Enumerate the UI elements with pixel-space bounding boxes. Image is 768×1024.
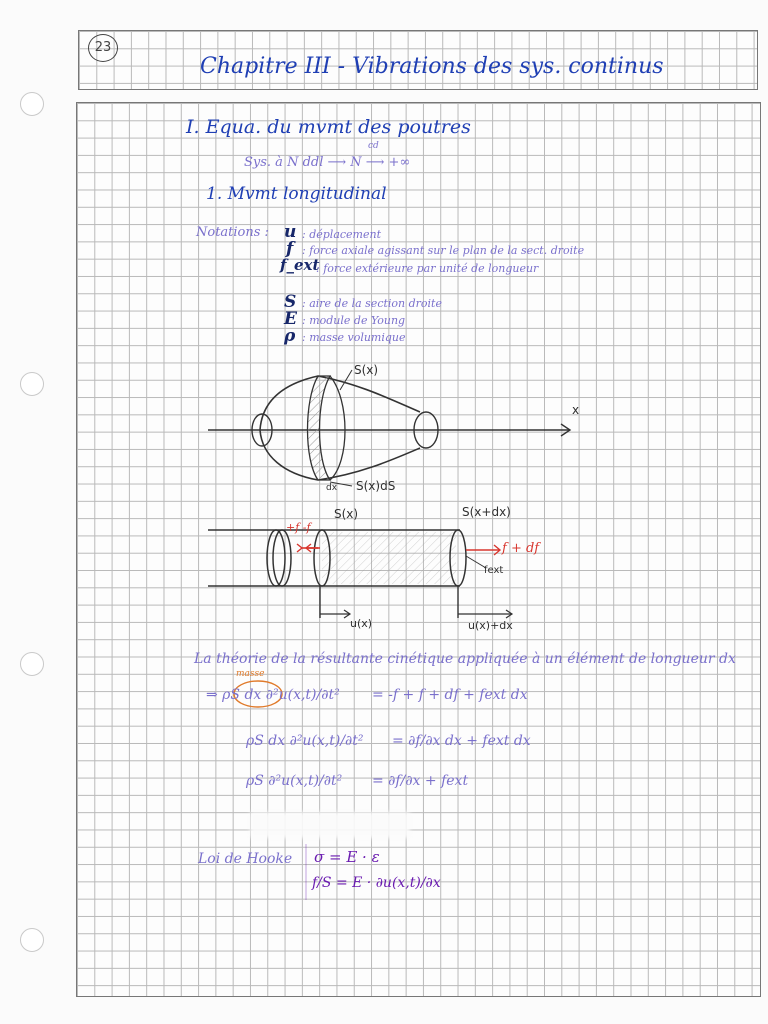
fig1-label-sx: S(x) [354, 363, 379, 377]
notation-text: : aire de la section droite [302, 297, 442, 310]
section-intro: Sys. à N ddl ⟶ N ⟶ +∞ [244, 155, 411, 170]
subsection-heading: 1. Mvmt longitudinal [206, 184, 387, 204]
fig2-uxdx: u(x)+dx [468, 619, 513, 632]
theorem-statement: La théorie de la résultante cinétique appliquée à un élément de longueur dx [194, 651, 736, 667]
equation-rhs: = -f + f + df + fext dx [372, 687, 528, 703]
notation-text: : force extérieure par unité de longueur [316, 262, 539, 275]
element-hatch [322, 532, 456, 584]
notation-text: : déplacement [302, 228, 381, 241]
notation-text: : masse volumique [302, 331, 406, 344]
notation-symbol: f [286, 239, 294, 259]
notation-symbol: f_ext [280, 256, 320, 274]
equation-lhs: ρS ∂²u(x,t)/∂t² [246, 773, 343, 789]
fig2-label-sxdx: S(x+dx) [462, 505, 511, 519]
notation-symbol: u [284, 222, 297, 242]
notation-text: : module de Young [302, 314, 406, 327]
equation-rhs: = ∂f/∂x + fext [372, 773, 469, 789]
blurred-region [250, 812, 410, 838]
section-heading: I. Equa. du mvmt des poutres [186, 116, 471, 138]
section-face [330, 376, 345, 480]
notation-symbol: E [284, 309, 297, 329]
notation-symbol: S [284, 292, 297, 312]
fig2-fext: fext [484, 565, 504, 576]
fig2-label-sx: S(x) [334, 507, 359, 521]
beam-bottom-outline [318, 448, 420, 480]
equation-lhs: ρS dx ∂²u(x,t)/∂t² [246, 733, 364, 749]
fig2-ux: u(x) [350, 617, 373, 630]
hooke-label: Loi de Hooke [198, 851, 293, 867]
notations-label: Notations : [196, 225, 269, 240]
leader-line [340, 370, 352, 390]
section-slice [308, 376, 331, 480]
fext-arrow [466, 556, 486, 568]
hooke-eq1: σ = E · ε [314, 848, 380, 866]
chapter-title: Chapitre III - Vibrations des sys. continus [200, 54, 664, 79]
fig2-right-force: f + df [502, 541, 540, 556]
fig2-left-forces: +f -f [286, 521, 311, 534]
intro-arrow-label: cd [368, 141, 379, 151]
equation-lhs: ⇒ ρS dx ∂²u(x,t)/∂t² [206, 687, 340, 703]
notation-symbol: ρ [284, 326, 296, 346]
fig1-label-sxds: S(x)dS [356, 479, 396, 493]
fig1-dx-label: dx [326, 483, 338, 493]
equation-rhs: = ∂f/∂x dx + fext dx [392, 733, 531, 749]
fig1-axis-label: x [572, 403, 580, 417]
arrow-head-icon [297, 544, 302, 552]
masse-note: masse [236, 669, 265, 679]
page-number: 23 [88, 34, 118, 62]
notation-text: : force axiale agissant sur le plan de la sect. droite [302, 244, 585, 257]
hooke-eq2: f/S = E · ∂u(x,t)/∂x [312, 875, 441, 891]
